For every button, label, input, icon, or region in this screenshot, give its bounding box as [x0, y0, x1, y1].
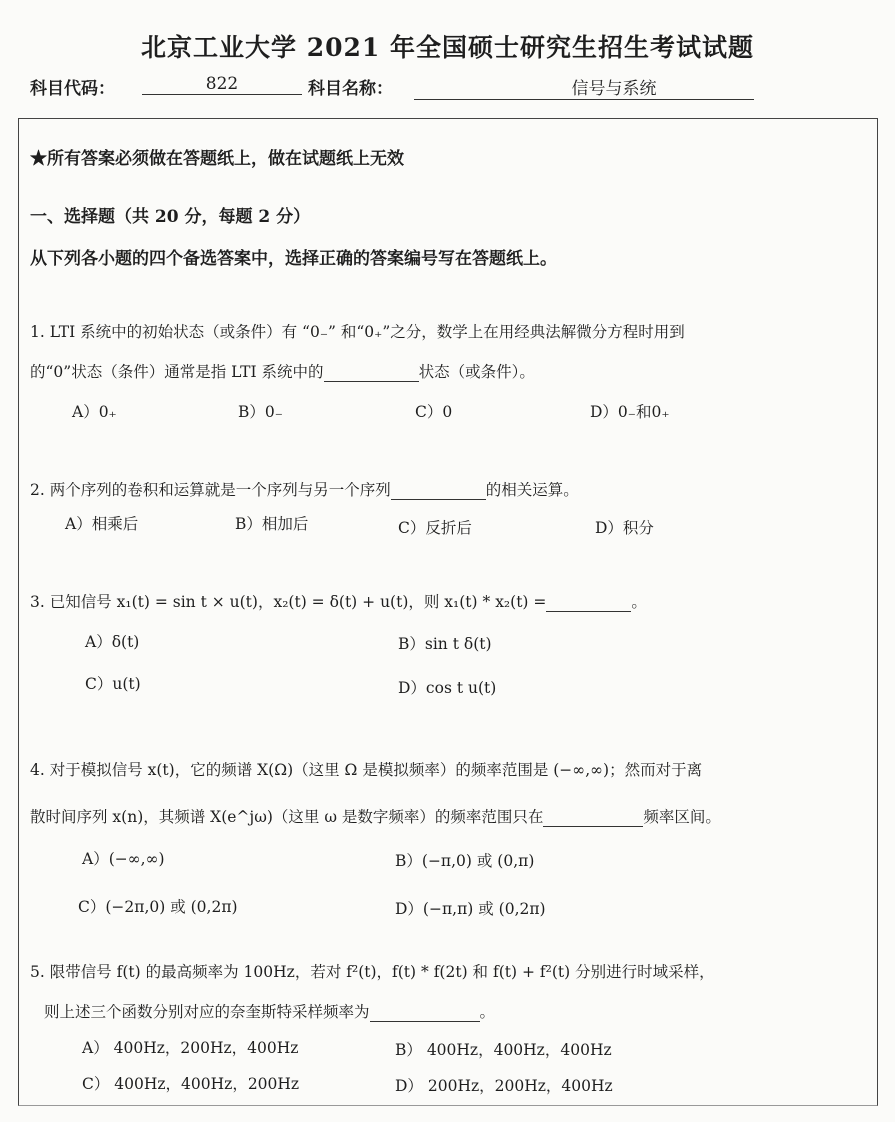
section-instruction: 从下列各小题的四个备选答案中，选择正确的答案编号写在答题纸上。 [30, 249, 557, 269]
q4-text-2 [30, 805, 721, 827]
q1-option-b: B）0₋ [238, 403, 283, 421]
q3-option-c: C）u(t) [85, 675, 141, 693]
q3-option-a: A）δ(t) [85, 633, 140, 651]
subject-name-value: 信号与系统 [414, 74, 754, 100]
q1-text-2 [30, 360, 535, 382]
q5-text-2b: 。 [479, 1003, 496, 1021]
subject-code-label: 科目代码： [30, 79, 115, 99]
q4-text: 4. 对于模拟信号 x(t)，它的频谱 X(Ω)（这里 Ω 是模拟频率）的频率范围是 (−∞,∞)；然而对于离 [30, 761, 703, 779]
section-heading: 一、选择题（共 20 分，每题 2 分） [30, 207, 311, 227]
q4-option-b: B）(−π,0) 或 (0,π) [395, 852, 535, 870]
q2-option-c: C）反折后 [398, 519, 472, 537]
q3-option-d: D）cos t u(t) [398, 679, 497, 697]
q5-option-c: C） 400Hz，400Hz，200Hz [82, 1075, 300, 1093]
q4-option-a: A）(−∞,∞) [82, 850, 165, 868]
q2-text-b: 的相关运算。 [485, 481, 579, 499]
q2-text-a: 2. 两个序列的卷积和运算就是一个序列与另一个序列 [30, 481, 391, 499]
q3-text [30, 590, 647, 612]
q2-option-b: B）相加后 [235, 515, 309, 533]
q3-option-b: B）sin t δ(t) [398, 635, 492, 653]
q1-option-c: C）0 [415, 403, 453, 421]
q3-text-b: 。 [631, 593, 647, 611]
q4-text-2b: 频率区间。 [643, 808, 721, 826]
q4-option-d: D）(−π,π) 或 (0,2π) [395, 900, 546, 918]
q4-blank [543, 808, 643, 827]
q3-blank [546, 593, 631, 612]
q5-text: 5. 限带信号 f(t) 的最高频率为 100Hz，若对 f²(t)，f(t) * f(2t) 和 f(t) + f²(t) 分别进行时域采样， [30, 963, 715, 981]
q2-option-a: A）相乘后 [65, 515, 139, 533]
q5-text-2 [44, 1000, 495, 1022]
q1-option-a: A）0₊ [72, 403, 117, 421]
q2-blank [391, 481, 486, 500]
exam-title: 北京工业大学 2021 年全国硕士研究生招生考试试题 [141, 33, 754, 62]
notice: ★所有答案必须做在答题纸上，做在试题纸上无效 [30, 149, 404, 169]
q2-text [30, 478, 579, 500]
q1-text-2a: 的“0”状态（条件）通常是指 LTI 系统中的 [30, 363, 324, 381]
q5-option-b: B） 400Hz，400Hz，400Hz [395, 1041, 612, 1059]
q1-blank [324, 363, 419, 382]
q5-text-2a: 则上述三个函数分别对应的奈奎斯特采样频率为 [44, 1003, 370, 1021]
subject-name-label: 科目名称： [308, 79, 393, 99]
q1-text: 1. LTI 系统中的初始状态（或条件）有 “0₋” 和“0₊”之分，数学上在用经典法解微分方程时用到 [30, 323, 685, 341]
subject-code-value: 822 [142, 74, 302, 95]
q2-option-d: D）积分 [595, 519, 654, 537]
q1-option-d: D）0₋和0₊ [590, 403, 670, 421]
q1-text-2b: 状态（或条件）。 [418, 363, 535, 381]
q3-text-a: 3. 已知信号 x₁(t) = sin t × u(t)，x₂(t) = δ(t) + u(t)，则 x₁(t) * x₂(t) = [30, 593, 547, 611]
q4-text-2a: 散时间序列 x(n)，其频谱 X(e^jω)（这里 ω 是数字频率）的频率范围只在 [30, 808, 544, 826]
q5-option-a: A） 400Hz，200Hz，400Hz [82, 1039, 299, 1057]
q5-blank [370, 1003, 480, 1022]
q4-option-c: C）(−2π,0) 或 (0,2π) [78, 898, 238, 916]
q5-option-d: D） 200Hz，200Hz，400Hz [395, 1077, 613, 1095]
